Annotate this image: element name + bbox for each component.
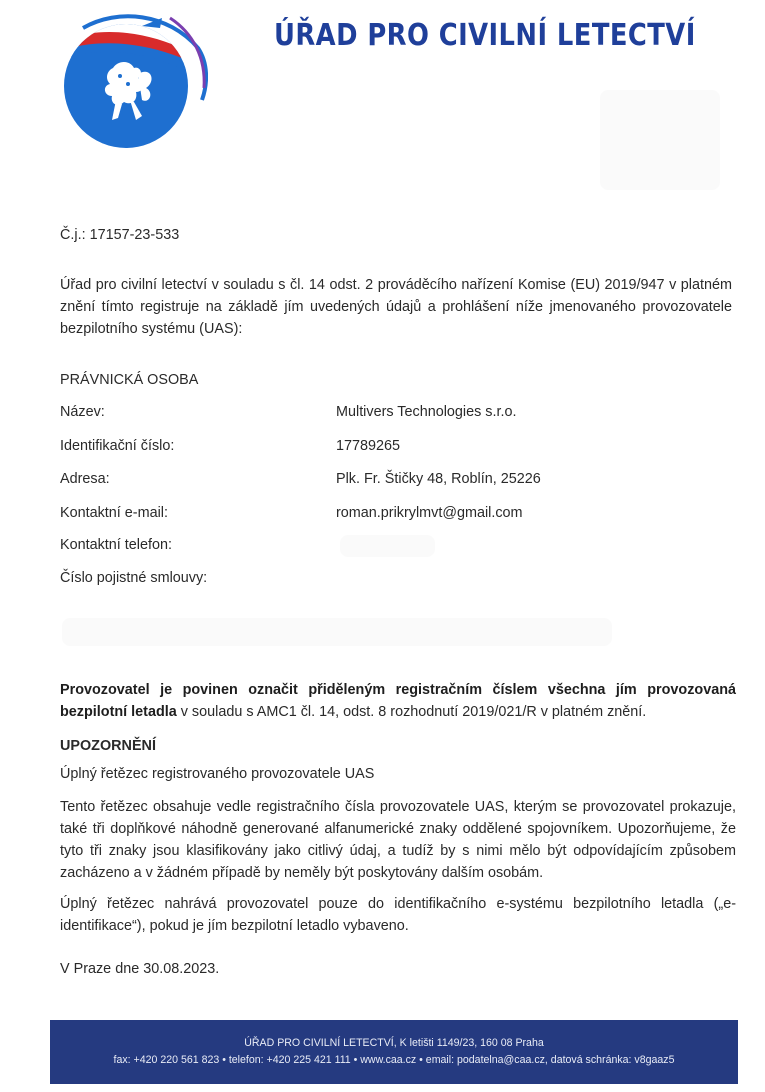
obligation-rest: v souladu s AMC1 čl. 14, odst. 8 rozhodnutí 2019/021/R v platném znění. — [176, 704, 647, 720]
scan-smudge — [62, 618, 612, 646]
footer-bar — [50, 1020, 738, 1084]
field-label: Identifikační číslo: — [60, 438, 175, 454]
footer-contacts: fax: +420 220 561 823 • telefon: +420 225 421 111 • www.caa.cz • email: podatelna@caa.cz, datová schránka: v8gaaz5 — [113, 1054, 675, 1066]
intro-paragraph: Úřad pro civilní letectví v souladu s čl. 14 odst. 2 prováděcího nařízení Komise (EU) 2019/947 v platném znění tímto registruje na základě jím uvedených údajů a prohlášení níže jmenovaného provozovatele bezpilotního systému (UAS): — [60, 277, 732, 337]
scan-smudge — [600, 90, 720, 190]
signature-line: V Praze dne 30.08.2023. — [60, 961, 220, 977]
field-label: Název: — [60, 404, 105, 420]
field-value: Plk. Fr. Štičky 48, Roblín, 25226 — [336, 471, 541, 487]
field-label: Adresa: — [60, 471, 110, 487]
field-label: Kontaktní e-mail: — [60, 505, 168, 521]
footer-address: ÚŘAD PRO CIVILNÍ LETECTVÍ, K letišti 1149/23, 160 08 Praha — [244, 1037, 544, 1049]
warning-paragraph: Tento řetězec obsahuje vedle registračního čísla provozovatele UAS, kterým se provozovatel prokazuje, také tři doplňkové náhodně generované alfanumerické znaky oddělené spojovníkem. Upozorňujeme, že tyto tři znaky jsou klasifikovány jako citlivý údaj, a tudíž by s nimi mělo být odpovídajícím způsobem zacházeno a v žádném případě by neměly být poskytovány dalším osobám. — [60, 799, 736, 881]
obligation-bold: Provozovatel je povinen označit přiděleným registračním číslem všechna jím provozovaná bezpilotní letadla — [60, 682, 736, 720]
field-label: Kontaktní telefon: — [60, 537, 173, 553]
field-value: 17789265 — [336, 438, 401, 454]
field-value: roman.prikrylmvt@gmail.com — [336, 505, 523, 521]
field-value: Multivers Technologies s.r.o. — [336, 404, 517, 420]
logo-icon — [58, 8, 208, 158]
warning-paragraph-2: Úplný řetězec nahrává provozovatel pouze do identifikačního e-systému bezpilotního letadla („e-identifikace“), pokud je jím bezpilotní letadlo vybaveno. — [60, 896, 736, 934]
organization-title: ÚŘAD PRO CIVILNÍ LETECTVÍ — [274, 18, 696, 53]
field-label: Číslo pojistné smlouvy: — [60, 570, 208, 586]
scan-smudge — [340, 535, 435, 557]
warning-title: UPOZORNĚNÍ — [60, 738, 156, 754]
reference-number: Č.j.: 17157-23-533 — [60, 227, 180, 243]
warning-subtitle: Úplný řetězec registrovaného provozovatele UAS — [60, 766, 375, 782]
obligation-paragraph — [60, 679, 736, 723]
section-title: PRÁVNICKÁ OSOBA — [60, 372, 199, 388]
